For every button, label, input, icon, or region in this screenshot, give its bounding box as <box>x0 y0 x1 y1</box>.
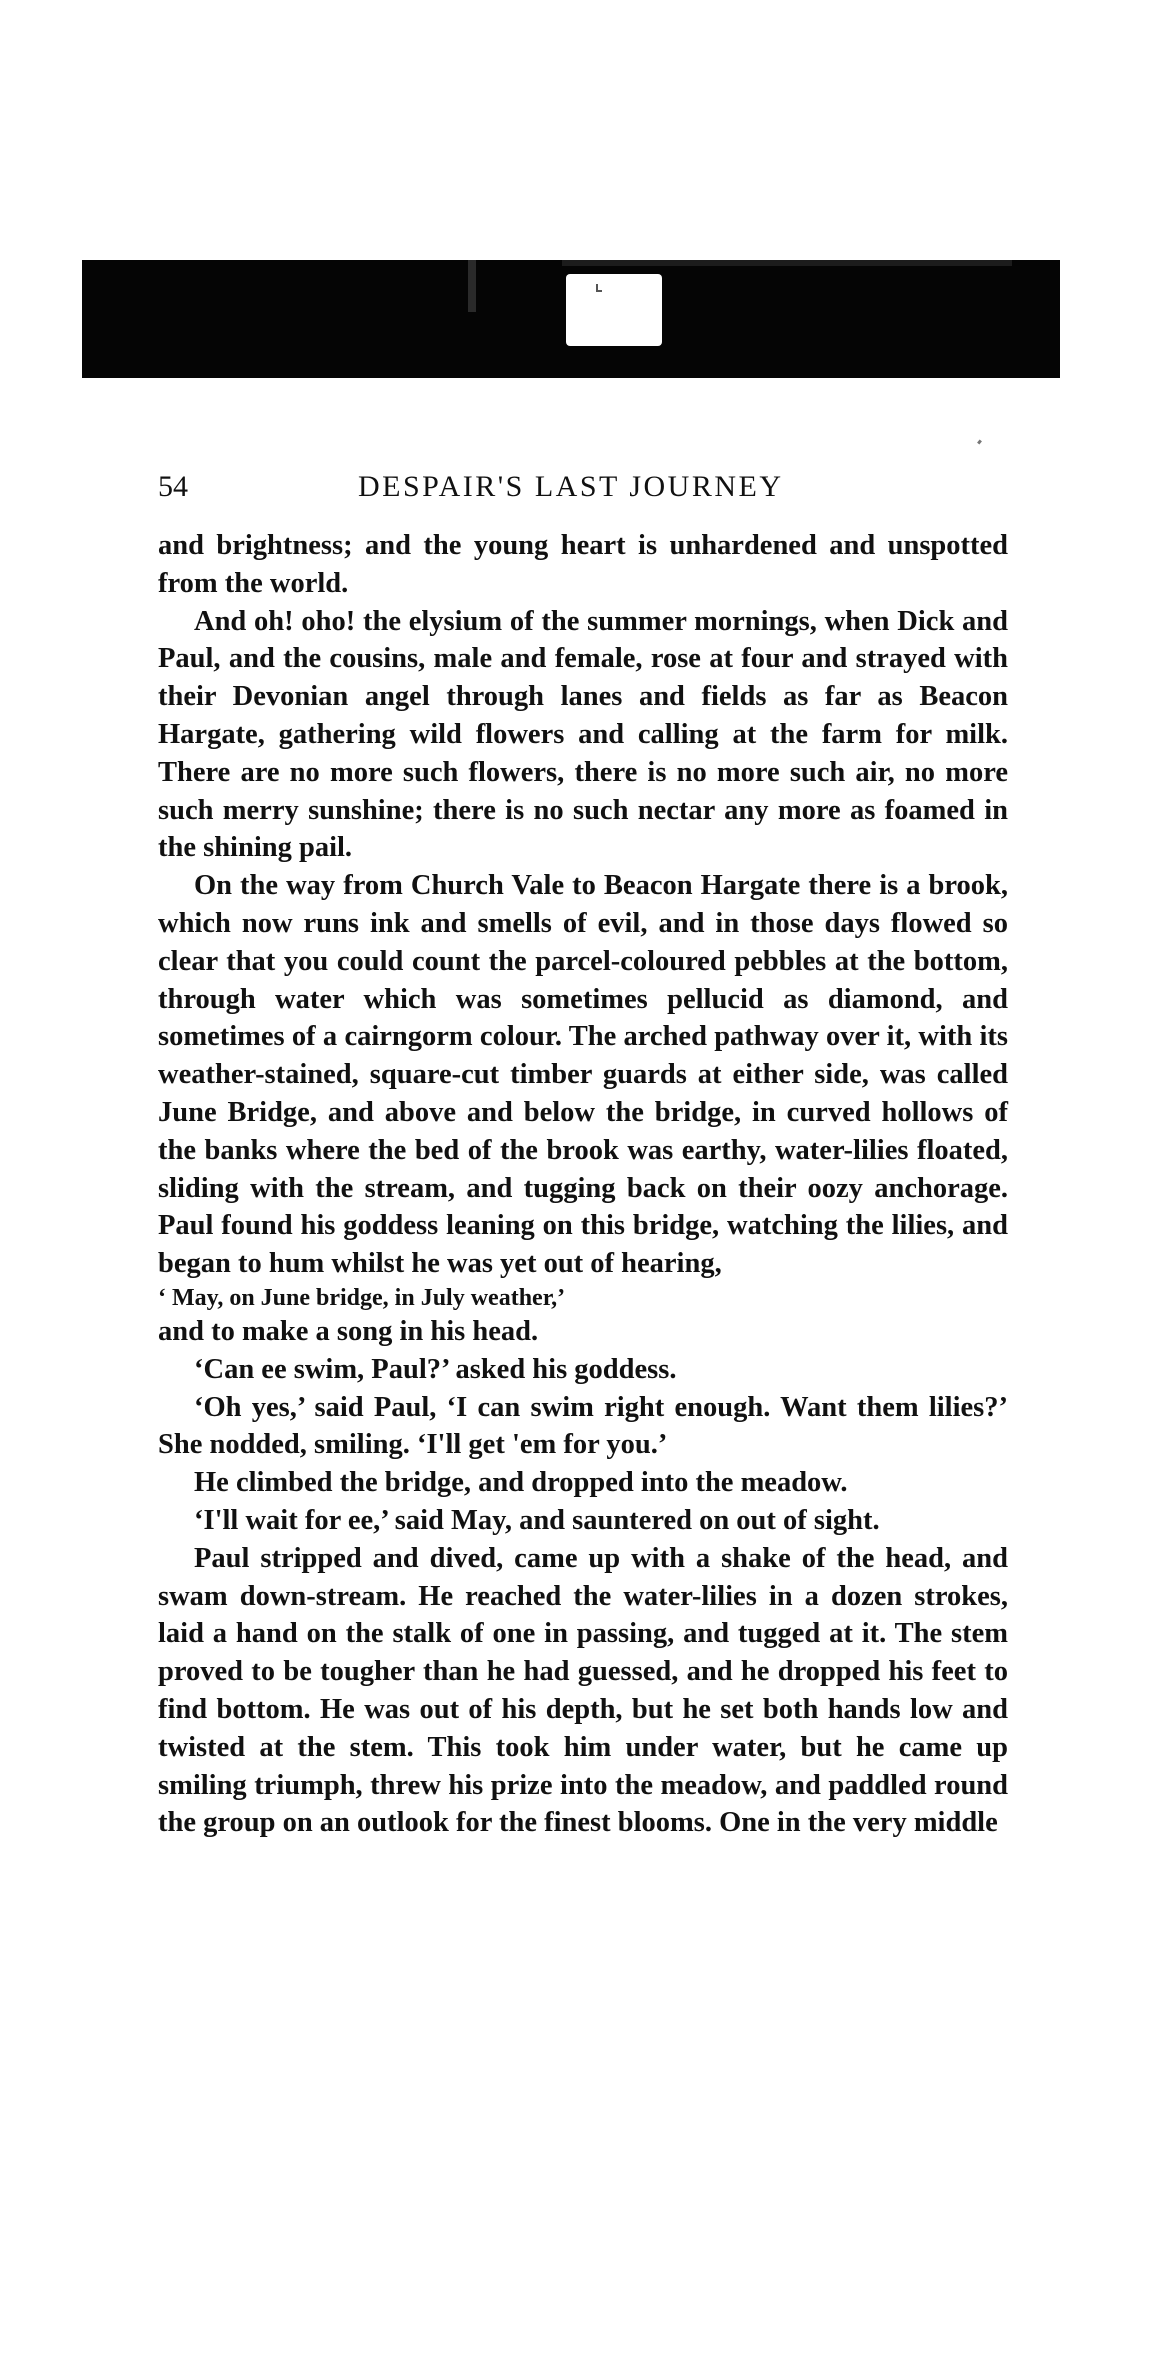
page-number: 54 <box>158 470 188 503</box>
scan-notch <box>468 260 476 312</box>
paragraph-3: On the way from Church Vale to Beacon Hargate there is a brook, which now runs ink and smells of evil, and in those days flowed so clear that you could count the parcel-coloured pebbles at the bottom, through water which was sometimes pellucid as diamond, and sometimes of a cairngorm colour. The arched pathway over it, with its weather-stained, square-cut timber guards at either side, was called June Bridge, and above and below the bridge, in curved hollows of the banks where the bed of the brook was earthy, water-lilies floated, sliding with the stream, and tugging back on their oozy anchorage. Paul found his goddess leaning on this bridge, watching the lilies, and began to hum whilst he was yet out of hearing, <box>158 870 1008 1280</box>
scan-tab <box>562 260 1012 266</box>
running-head <box>158 462 1008 512</box>
paragraph-2: And oh! oho! the elysium of the summer mornings, when Dick and Paul, and the cousins, male and female, rose at four and strayed with their Devonian angel through lanes and fields as far as Beacon Hargate, gathering wild flowers and calling at the farm for milk. There are no more such flowers, there is no more such air, no more such merry sunshine; there is no such nectar any more as foamed in the shining pail. <box>158 605 1008 864</box>
paragraph-8: ‘I'll wait for ee,’ said May, and sauntered on out of sight. <box>194 1504 880 1536</box>
paragraph-6: ‘Oh yes,’ said Paul, ‘I can swim right enough. Want them lilies?’ She nodded, smiling. ‘I'll get 'em for you.’ <box>158 1391 1008 1461</box>
verse-line: ‘ May, on June bridge, in July weather,’ <box>158 1284 566 1311</box>
paragraph-9: Paul stripped and dived, came up with a shake of the head, and swam down-stream. He reached the water-lilies in a dozen strokes, laid a hand on the stalk of one in passing, and tugged at it. The stem proved to be tougher than he had guessed, and he dropped his feet to find bottom. He was out of his depth, but he set both hands low and twisted at the stem. This took him under water, but he came up smiling triumph, threw his prize into the meadow, and paddled round the group on an outlook for the finest blooms. One in the very middle <box>158 1542 1008 1839</box>
paragraph-7: He climbed the bridge, and dropped into the meadow. <box>194 1467 848 1499</box>
body-text <box>158 527 1008 1842</box>
scan-black-band <box>82 260 1060 378</box>
running-title: DESPAIR'S LAST JOURNEY <box>358 470 784 503</box>
paragraph-4: and to make a song in his head. <box>158 1315 539 1347</box>
paragraph-1: and brightness; and the young heart is unhardened and unspotted from the world. <box>158 530 1008 599</box>
scan-white-window <box>566 274 662 346</box>
scan-speck <box>977 440 982 445</box>
paragraph-5: ‘Can ee swim, Paul?’ asked his goddess. <box>194 1353 677 1385</box>
